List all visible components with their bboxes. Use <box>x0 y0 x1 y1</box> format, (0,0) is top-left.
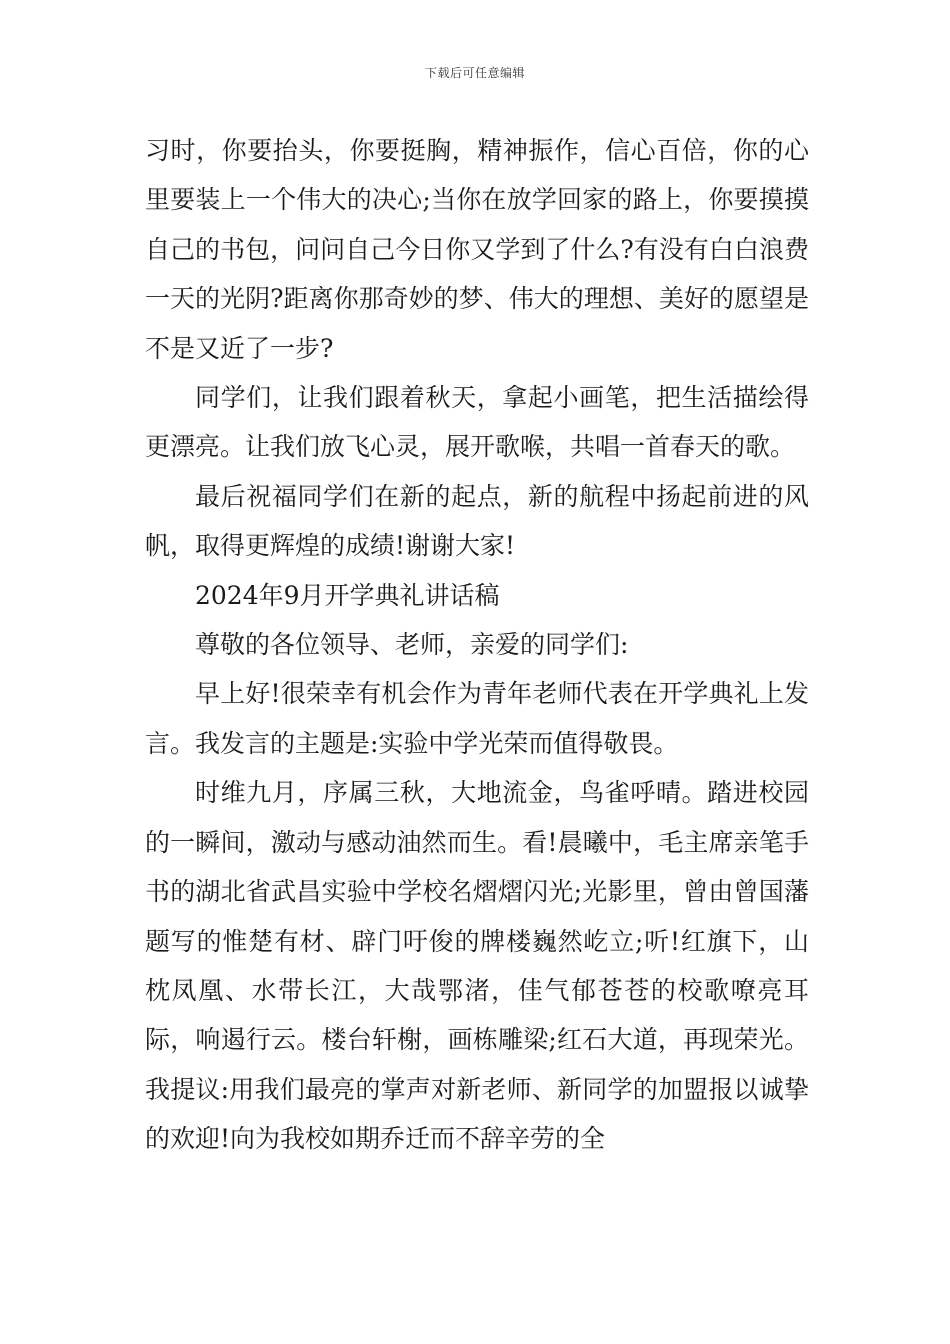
paragraph-campus: 时维九月，序属三秋，大地流金，鸟雀呼晴。踏进校园的一瞬间，激动与感动油然而生。看!晨曦中，毛主席亲笔手书的湖北省武昌实验中学校名熠熠闪光;光影里，曾由曾国藩题写的惟楚有材、辟门吁俊的牌楼巍然屹立;听!红旗下，山枕凤凰、水带长江，大哉鄂渚，佳气郁苍苍的校歌嘹亮耳际，响遏行云。楼台轩榭，画栋雕梁;红石大道，再现荣光。我提议:用我们最亮的掌声对新老师、新同学的加盟报以诚挚的欢迎!向为我校如期乔迁而不辞辛劳的全 <box>145 778 809 1154</box>
page-header: 下载后可任意编辑 <box>424 66 525 80</box>
paragraph-greeting: 早上好!很荣幸有机会作为青年老师代表在开学典礼上发言。我发言的主题是:实验中学光荣而值得敬畏。 <box>145 679 809 758</box>
document-body <box>145 126 809 1164</box>
paragraph-autumn: 同学们，让我们跟着秋天，拿起小画笔，把生活描绘得更漂亮。让我们放飞心灵，展开歌喉，共唱一首春天的歌。 <box>145 383 809 462</box>
speech-title: 2024年9月开学典礼讲话稿 <box>195 580 500 610</box>
paragraph-continuation: 习时，你要抬头，你要挺胸，精神振作，信心百倍，你的心里要装上一个伟大的决心;当你在放学回家的路上，你要摸摸自己的书包，问问自己今日你又学到了什么?有没有白白浪费一天的光阴?距离你那奇妙的梦、伟大的理想、美好的愿望是不是又近了一步? <box>145 136 809 363</box>
paragraph-salutation: 尊敬的各位领导、老师，亲爱的同学们: <box>195 630 629 660</box>
paragraph-closing-wishes: 最后祝福同学们在新的起点，新的航程中扬起前进的风帆，取得更辉煌的成绩!谢谢大家! <box>145 481 809 561</box>
